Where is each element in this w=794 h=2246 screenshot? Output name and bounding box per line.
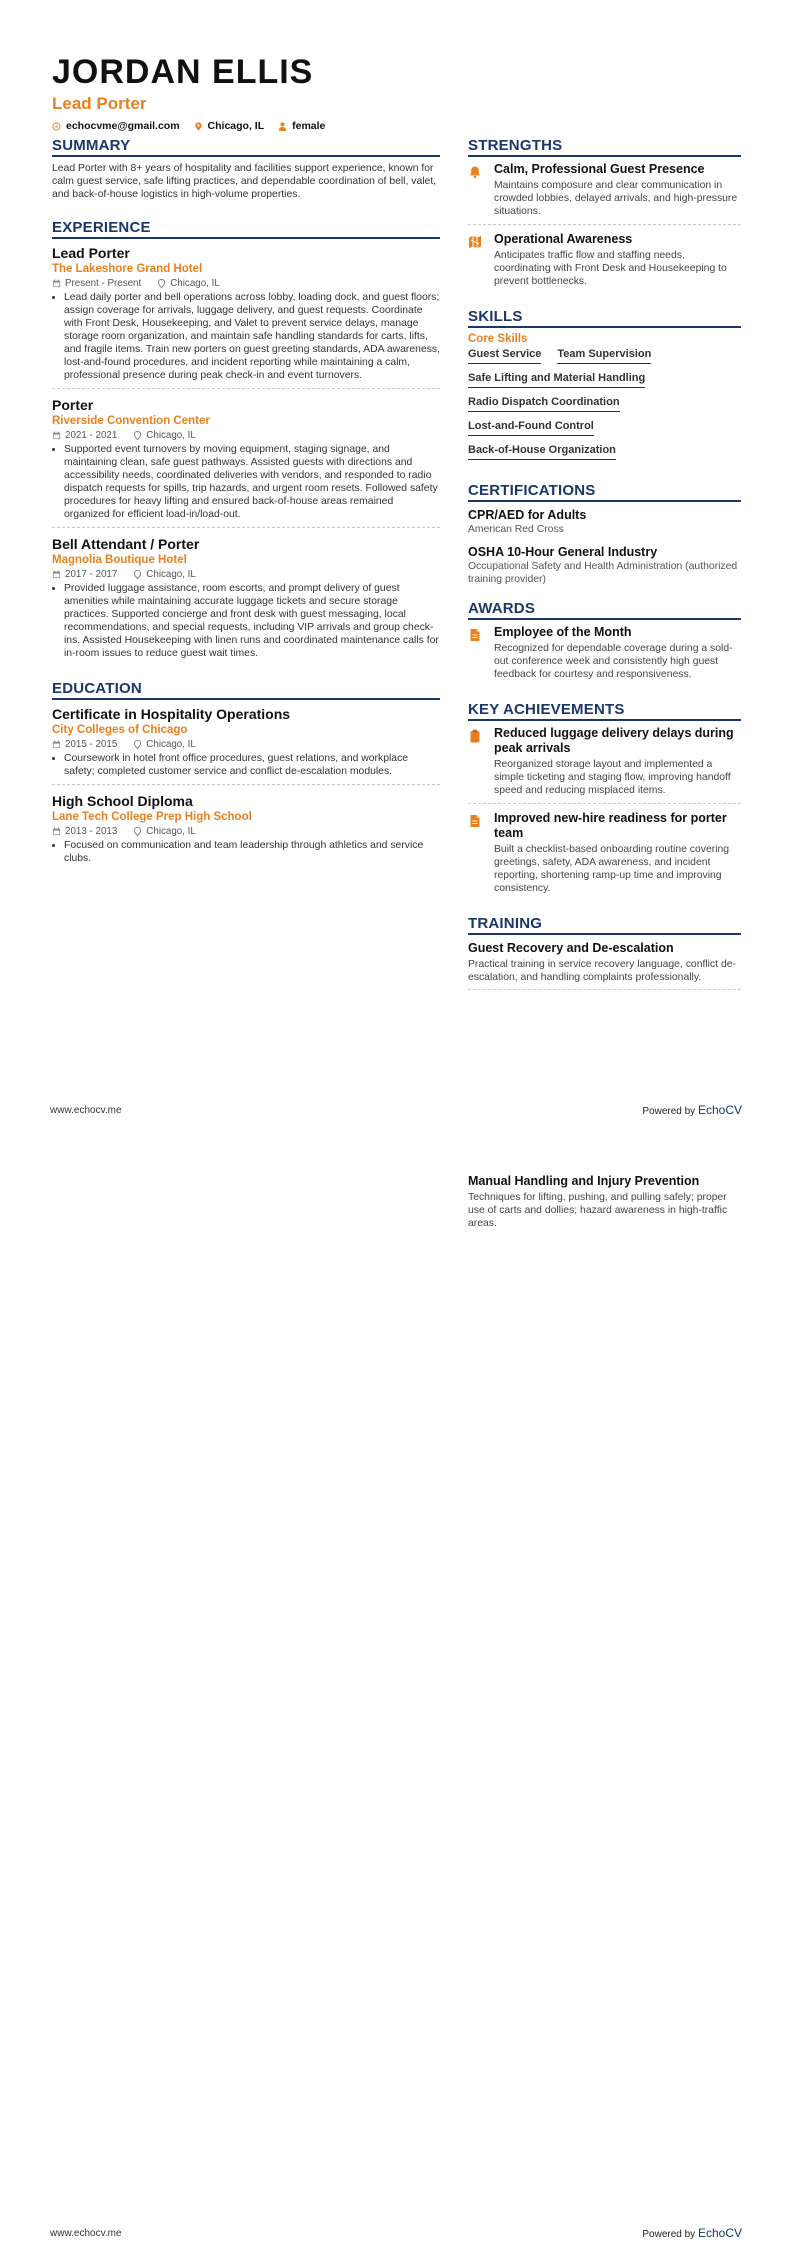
contact-email-text: echocvme@gmail.com [66, 120, 180, 132]
achievements-heading: KEY ACHIEVEMENTS [468, 701, 741, 721]
achievement-item [468, 811, 741, 901]
experience-heading: EXPERIENCE [52, 219, 440, 239]
experience-section [52, 219, 440, 666]
right-column-continued [468, 1173, 741, 1243]
education-location: Chicago, IL [146, 826, 196, 837]
training-title: Manual Handling and Injury Prevention [468, 1174, 700, 1188]
training-title: Guest Recovery and De-escalation [468, 941, 674, 955]
contact-gender-text: female [292, 120, 326, 132]
education-item [52, 792, 440, 871]
file-icon [468, 814, 482, 828]
skills-category: Core Skills [468, 333, 528, 345]
job-meta [52, 278, 440, 289]
certifications-section [468, 482, 741, 586]
footer-url[interactable]: www.echocv.me [50, 2228, 122, 2239]
job-dates: Present - Present [65, 278, 142, 289]
education-meta [52, 826, 440, 837]
resume-header [52, 52, 742, 132]
achievements-section [468, 701, 741, 901]
education-meta [52, 739, 440, 750]
clipboard-icon [468, 729, 482, 743]
skill-tag: Safe Lifting and Material Handling [468, 372, 645, 388]
left-column [52, 137, 440, 878]
strengths-heading: STRENGTHS [468, 137, 741, 157]
contact-email[interactable] [52, 120, 180, 132]
skill-tag: Radio Dispatch Coordination [468, 396, 620, 412]
education-bullet: • Coursework in hotel front office procedures, guest relations, and workplace safety; completed customer service and conflict de-escalation modules. [64, 752, 440, 778]
education-dates: 2015 - 2015 [65, 739, 118, 750]
candidate-name: JORDAN ELLIS [52, 53, 314, 91]
training-section [468, 915, 741, 990]
job-meta [52, 569, 440, 580]
job-bullet: • Lead daily porter and bell operations across lobby, loading dock, and guest floors; assign coverage for arrivals, luggage delivery, and guest requests. Coordinate with Front Desk, Housekeeping, and Valet to prevent service delays, manage storage room organization, and maintain safe handling standards for carts, lifts, and fragile items. Train new porters on guest greeting standards, ADA awareness, lost-and-found procedures, and incident reporting while maintaining a calm, professional presence during peak check-in and event turnovers. [64, 291, 440, 382]
location-pin-icon [133, 827, 142, 836]
powered-label: Powered by [642, 1106, 696, 1117]
summary-heading: SUMMARY [52, 137, 440, 157]
contact-location [194, 120, 265, 132]
job-dates: 2021 - 2021 [65, 430, 118, 441]
skill-tag: Back-of-House Organization [468, 444, 616, 460]
training-item [468, 1173, 741, 1235]
calendar-icon [52, 570, 61, 579]
certification-issuer: Occupational Safety and Health Administration (authorized training provider) [468, 561, 738, 585]
location-pin-icon [194, 122, 203, 131]
experience-item [52, 396, 440, 528]
job-bullets [52, 582, 440, 660]
location-pin-icon [133, 740, 142, 749]
strength-item [468, 162, 741, 225]
contact-gender [278, 120, 325, 132]
education-location: Chicago, IL [146, 739, 196, 750]
skill-tag: Lost-and-Found Control [468, 420, 594, 436]
education-section [52, 680, 440, 871]
calendar-icon [52, 431, 61, 440]
job-meta [52, 430, 440, 441]
summary-section [52, 137, 440, 201]
certification-item [468, 544, 741, 586]
achievement-item [468, 726, 741, 804]
certification-issuer: American Red Cross [468, 524, 564, 535]
powered-label: Powered by [642, 2229, 696, 2240]
certification-title: OSHA 10-Hour General Industry [468, 545, 658, 559]
contact-row [52, 120, 742, 132]
achievement-desc: Built a checklist-based onboarding routine covering greetings, safety, ADA awareness, and incident reporting, shortening ramp-up time and improving consistency. [494, 844, 730, 894]
location-pin-icon [133, 431, 142, 440]
skills-heading: SKILLS [468, 308, 741, 328]
job-bullet: • Provided luggage assistance, room escorts, and prompt delivery of guest amenities while maintaining accurate luggage tickets and secure storage practices. Supported concierge and front desk with guest messaging, local recommendations, and special requests, including VIP arrivals and group check-ins. Assisted Housekeeping with linen runs and coordinated maintenance calls for in-room issues to reduce guest wait times. [64, 582, 440, 660]
education-dates: 2013 - 2013 [65, 826, 118, 837]
strength-desc: Maintains composure and clear communication in crowded lobbies, delayed arrivals, and high-pressure situations. [494, 180, 738, 217]
calendar-icon [52, 279, 61, 288]
education-item [52, 705, 440, 785]
training-heading: TRAINING [468, 915, 741, 935]
achievement-title: Reduced luggage delivery delays during peak arrivals [494, 726, 734, 755]
strength-item [468, 232, 741, 294]
right-column [468, 137, 741, 998]
skills-section [468, 308, 741, 468]
job-location: Chicago, IL [146, 569, 196, 580]
certification-item [468, 507, 741, 536]
strengths-section [468, 137, 741, 294]
skill-tag: Guest Service [468, 348, 541, 364]
skill-tag: Team Supervision [557, 348, 651, 364]
skills-list [468, 348, 741, 468]
award-desc: Recognized for dependable coverage during a sold-out conference week and consistently high guest feedback for courtesy and responsiveness. [494, 643, 733, 680]
education-heading: EDUCATION [52, 680, 440, 700]
footer-powered-by [642, 2226, 742, 2240]
school-name: City Colleges of Chicago [52, 724, 188, 736]
job-title: Porter [52, 397, 94, 413]
degree-title: Certificate in Hospitality Operations [52, 706, 291, 722]
resume-page-2 [0, 1123, 794, 2246]
education-bullets [52, 839, 440, 865]
certification-title: CPR/AED for Adults [468, 508, 587, 522]
job-title: Bell Attendant / Porter [52, 536, 200, 552]
calendar-icon [52, 740, 61, 749]
footer-powered-by [642, 1103, 742, 1117]
awards-heading: AWARDS [468, 600, 741, 620]
map-icon [468, 235, 482, 249]
employer: Riverside Convention Center [52, 415, 210, 427]
location-pin-icon [157, 279, 166, 288]
education-bullets [52, 752, 440, 778]
training-item [468, 940, 741, 990]
awards-section [468, 600, 741, 687]
bell-icon [468, 165, 482, 179]
candidate-role: Lead Porter [52, 94, 147, 113]
job-bullets [52, 443, 440, 521]
brand-name: EchoCV [697, 1103, 742, 1117]
training-desc: Practical training in service recovery language, conflict de-escalation, and handling complaints professionally. [468, 959, 736, 983]
at-icon [52, 122, 61, 131]
person-icon [278, 122, 287, 131]
job-location: Chicago, IL [170, 278, 220, 289]
job-location: Chicago, IL [146, 430, 196, 441]
calendar-icon [52, 827, 61, 836]
job-dates: 2017 - 2017 [65, 569, 118, 580]
award-item [468, 625, 741, 687]
school-name: Lane Tech College Prep High School [52, 811, 252, 823]
achievement-title: Improved new-hire readiness for porter team [494, 811, 727, 840]
job-title: Lead Porter [52, 245, 130, 261]
employer: The Lakeshore Grand Hotel [52, 263, 203, 275]
experience-item [52, 535, 440, 666]
education-bullet: • Focused on communication and team leadership through athletics and service clubs. [64, 839, 440, 865]
file-icon [468, 628, 482, 642]
certifications-heading: CERTIFICATIONS [468, 482, 741, 502]
footer-url[interactable]: www.echocv.me [50, 1105, 122, 1116]
strength-title: Operational Awareness [494, 232, 633, 246]
award-title: Employee of the Month [494, 625, 632, 639]
strength-title: Calm, Professional Guest Presence [494, 162, 705, 176]
location-pin-icon [133, 570, 142, 579]
achievement-desc: Reorganized storage layout and implemented a simple ticketing and staging flow, improving handoff speed and reducing misplaced items. [494, 759, 731, 796]
brand-name: EchoCV [697, 2226, 742, 2240]
contact-location-text: Chicago, IL [207, 120, 265, 132]
employer: Magnolia Boutique Hotel [52, 554, 187, 566]
job-bullets [52, 291, 440, 382]
job-bullet: • Supported event turnovers by moving equipment, staging signage, and maintaining clean, safe guest pathways. Assisted guests with directions and accessibility needs, coordinated deliveries with vendors, and responded to radio dispatch requests for spills, trip hazards, and urgent room resets. Followed safety procedures for heavy lifting and ensured back-of-house areas remained organized for efficient load-in/load-out. [64, 443, 440, 521]
training-desc: Techniques for lifting, pushing, and pulling safely; proper use of carts and dollies; hazard awareness in high-traffic areas. [468, 1192, 728, 1229]
summary-text: Lead Porter with 8+ years of hospitality and facilities support experience, known for calm guest service, safe lifting practices, and dependable coordination of bell, valet, and back-of-house logistics in high-volume properties. [52, 163, 437, 200]
strength-desc: Anticipates traffic flow and staffing needs, coordinating with Front Desk and Housekeeping to prevent bottlenecks. [494, 250, 727, 287]
experience-item [52, 244, 440, 389]
degree-title: High School Diploma [52, 793, 193, 809]
